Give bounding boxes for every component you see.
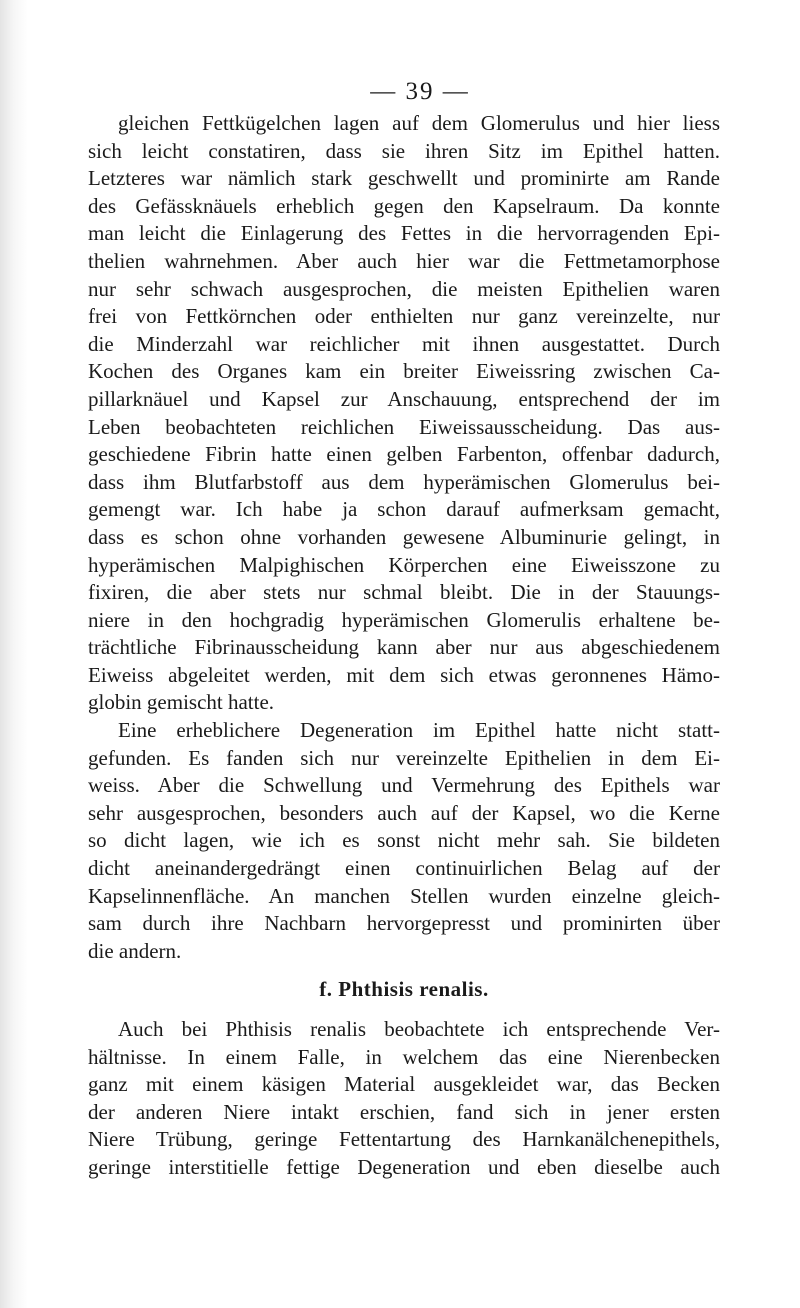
text-line: gefunden. Es fanden sich nur vereinzelte Epithelien in dem Ei- bbox=[88, 745, 720, 770]
text-line: die Minderzahl war reichlicher mit ihnen ausgestattet. Durch bbox=[88, 331, 720, 356]
text-line: weiss. Aber die Schwellung und Vermehrung des Epithels war bbox=[88, 773, 720, 798]
text-line: pillarknäuel und Kapsel zur Anschauung, entsprechend der im bbox=[88, 386, 720, 411]
body-text bbox=[88, 110, 720, 1182]
text-line: Eine erheblichere Degeneration im Epithel hatte nicht statt- bbox=[118, 718, 720, 743]
paragraph-1 bbox=[88, 110, 720, 717]
text-line: dicht aneinandergedrängt einen continuirlichen Belag auf der bbox=[88, 856, 720, 881]
text-line: geschiedene Fibrin hatte einen gelben Farbenton, offenbar dadurch, bbox=[88, 442, 720, 467]
text-line: Letzteres war nämlich stark geschwellt und prominirte am Rande bbox=[88, 166, 720, 191]
text-line: Eiweiss abgeleitet werden, mit dem sich etwas geronnenes Hämo- bbox=[88, 662, 720, 687]
text-line: frei von Fettkörnchen oder enthielten nur ganz vereinzelte, nur bbox=[88, 304, 720, 329]
text-line: gemengt war. Ich habe ja schon darauf aufmerksam gemacht, bbox=[88, 497, 720, 522]
text-line: hyperämischen Malpighischen Körperchen eine Eiweisszone zu bbox=[88, 552, 720, 577]
text-line: niere in den hochgradig hyperämischen Glomerulis erhaltene be- bbox=[88, 607, 720, 632]
paragraph-3 bbox=[88, 1016, 720, 1182]
section-heading: f. Phthisis renalis. bbox=[319, 977, 489, 1002]
text-line: nur sehr schwach ausgesprochen, die meisten Epithelien waren bbox=[88, 276, 720, 301]
text-line: der anderen Niere intakt erschien, fand sich in jener ersten bbox=[88, 1099, 720, 1124]
text-line: des Gefässknäuels erheblich gegen den Kapselraum. Da konnte bbox=[88, 193, 720, 218]
text-line: sam durch ihre Nachbarn hervorgepresst und prominirten über bbox=[88, 911, 720, 936]
text-line: dass ihm Blutfarbstoff aus dem hyperämischen Glomerulus bei- bbox=[88, 469, 720, 494]
text-line: trächtliche Fibrinausscheidung kann aber nur aus abgeschiedenem bbox=[88, 635, 720, 660]
text-line: globin gemischt hatte. bbox=[88, 690, 275, 715]
text-line: Kapselinnenfläche. An manchen Stellen wurden einzelne gleich- bbox=[88, 883, 720, 908]
text-line: Leben beobachteten reichlichen Eiweissausscheidung. Das aus- bbox=[88, 414, 720, 439]
text-line: Auch bei Phthisis renalis beobachtete ich entsprechende Ver- bbox=[118, 1017, 720, 1041]
text-line: die andern. bbox=[88, 938, 182, 963]
text-line: fixiren, die aber stets nur schmal bleibt. Die in der Stauungs- bbox=[88, 580, 720, 605]
text-line: Kochen des Organes kam ein breiter Eiweissring zwischen Ca- bbox=[88, 359, 720, 384]
text-line: thelien wahrnehmen. Aber auch hier war die Fettmetamorphose bbox=[88, 248, 720, 273]
text-line: man leicht die Einlagerung des Fettes in die hervorragenden Epi- bbox=[88, 221, 720, 246]
text-line: geringe interstitielle fettige Degeneration und eben dieselbe auch bbox=[88, 1154, 720, 1179]
text-line: gleichen Fettkügelchen lagen auf dem Glomerulus und hier liess bbox=[118, 111, 720, 135]
text-line: sich leicht constatiren, dass sie ihren Sitz im Epithel hatten. bbox=[88, 138, 720, 163]
page-number: — 39 — bbox=[370, 78, 470, 105]
text-line: dass es schon ohne vorhanden gewesene Albuminurie gelingt, in bbox=[88, 524, 720, 549]
text-line: Niere Trübung, geringe Fettentartung des Harnkanälchenepithels, bbox=[88, 1127, 720, 1152]
text-line: so dicht lagen, wie ich es sonst nicht mehr sah. Sie bildeten bbox=[88, 828, 720, 853]
text-line: ganz mit einem käsigen Material ausgekleidet war, das Becken bbox=[88, 1072, 720, 1097]
paragraph-2 bbox=[88, 717, 720, 965]
text-line: hältnisse. In einem Falle, in welchem das eine Nierenbecken bbox=[88, 1044, 720, 1069]
text-line: sehr ausgesprochen, besonders auch auf der Kapsel, wo die Kerne bbox=[88, 800, 720, 825]
